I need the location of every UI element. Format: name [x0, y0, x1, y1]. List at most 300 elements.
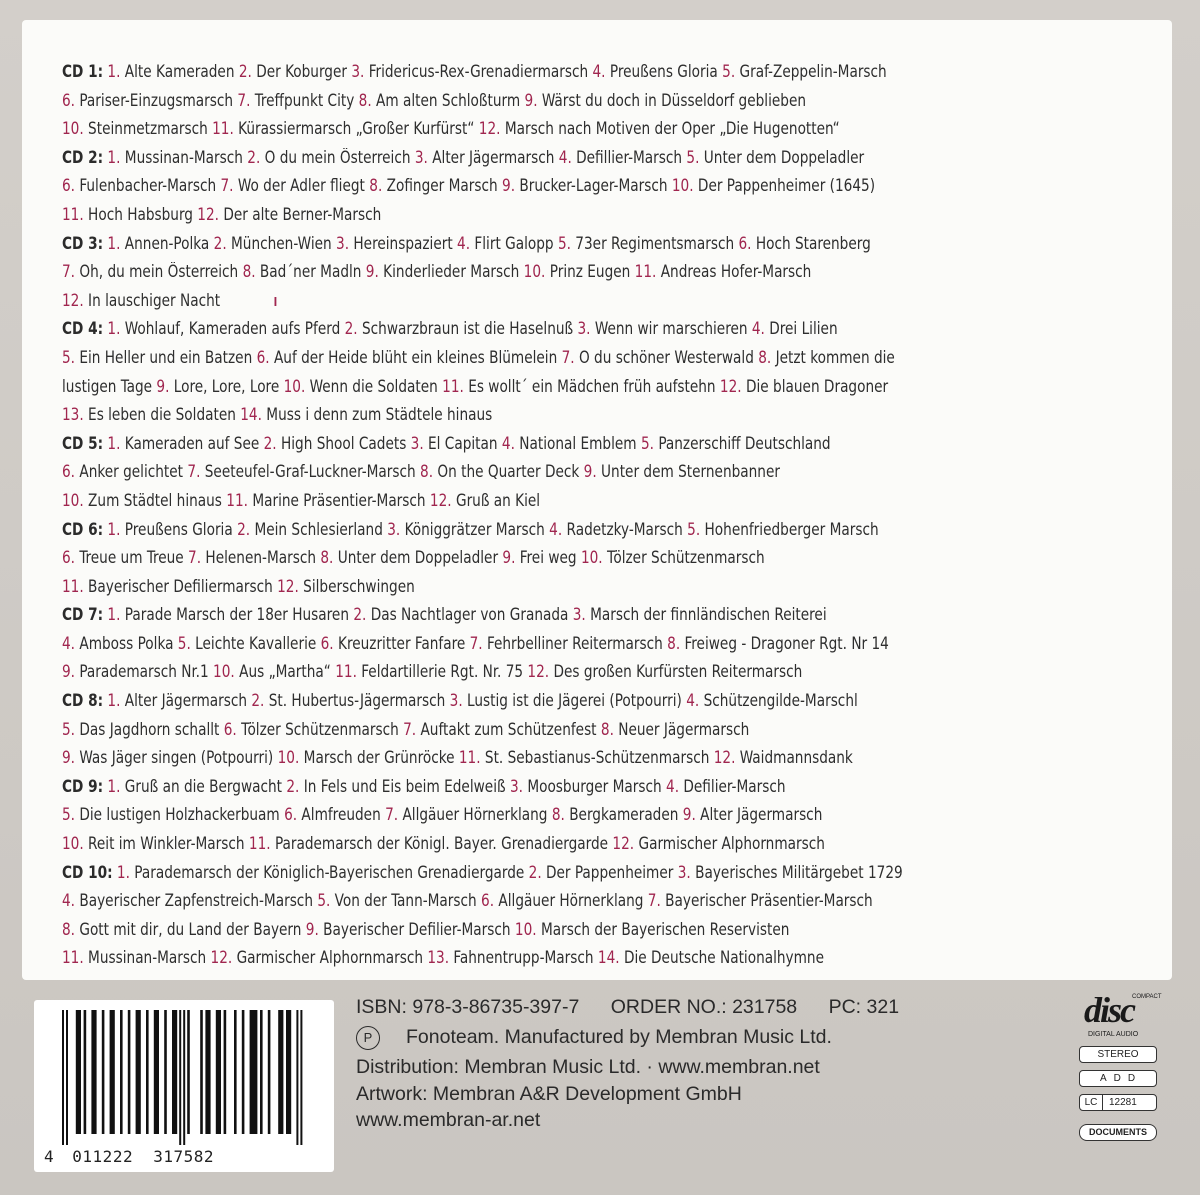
- track-number: 12.: [210, 948, 233, 968]
- barcode-bar: [164, 1010, 167, 1134]
- tracklist-line: [62, 859, 1092, 888]
- track-title: Parade Marsch der 18er Husaren: [124, 605, 349, 625]
- track-title: Alter Jägermarsch: [432, 147, 555, 167]
- tracklist-line: [62, 230, 1092, 259]
- tracklist-line: [62, 658, 1092, 687]
- track-number: 12.: [277, 576, 299, 596]
- track-number: 3.: [336, 233, 350, 253]
- track-number: 8.: [600, 719, 614, 739]
- track-title: Preußens Gloria: [124, 519, 233, 539]
- track-title: Waidmannsdank: [739, 748, 853, 768]
- add-badge: ADD: [1079, 1070, 1157, 1087]
- track-number: 7.: [220, 176, 234, 196]
- barcode-bar: [66, 1010, 68, 1145]
- track-title: Kreuzritter Fanfare: [337, 633, 466, 653]
- track-number: 9.: [502, 548, 516, 568]
- track-number: 13.: [427, 948, 450, 968]
- producer-text: Fonoteam. Manufactured by Membran Music Ltd.: [406, 1026, 832, 1048]
- track-title: St. Sebastianus-Schützenmarsch: [484, 748, 710, 768]
- track-number: 12.: [62, 290, 84, 310]
- barcode-bar: [200, 1010, 203, 1134]
- disc-logo-compact: COMPACT: [1132, 994, 1162, 1000]
- track-number: 5.: [62, 347, 76, 367]
- track-title: Marsch der Bayerischen Reservisten: [540, 919, 790, 939]
- track-number: 2.: [263, 433, 277, 453]
- track-title: Die blauen Dragoner: [745, 376, 889, 396]
- track-number: 5.: [687, 519, 701, 539]
- track-number: 1.: [107, 147, 121, 167]
- track-title: Muss i denn zum Städtele hinaus: [266, 405, 493, 425]
- track-title: Wohlauf, Kameraden aufs Pferd: [124, 319, 341, 339]
- track-number: 8.: [420, 462, 434, 482]
- cd-label: CD 1:: [62, 62, 104, 81]
- track-number: 5.: [640, 433, 654, 453]
- track-title: Schützengilde-Marschl: [703, 691, 858, 711]
- track-number: 1.: [107, 776, 121, 796]
- track-title: Defilier-Marsch: [683, 776, 786, 796]
- artwork-row: Artwork: Membran A&R Development GmbH: [356, 1083, 742, 1105]
- track-number: 1.: [107, 519, 121, 539]
- track-number: 13.: [62, 405, 84, 425]
- track-number: 2.: [251, 691, 265, 711]
- barcode-bars: [56, 1010, 314, 1145]
- track-title: Jetzt kommen die: [775, 347, 895, 367]
- track-number: 3.: [410, 433, 424, 453]
- track-title: O du schöner Westerwald: [578, 347, 754, 367]
- track-title: Zum Städtel hinaus: [88, 490, 222, 510]
- tracklist-line: [62, 115, 1092, 144]
- track-number: 4.: [751, 319, 765, 339]
- track-number: 2.: [237, 519, 251, 539]
- track-number: 6.: [320, 633, 334, 653]
- track-title: Marsch nach Motiven der Oper „Die Hugenotten“: [504, 119, 840, 139]
- track-title: Allgäuer Hörnerklang: [402, 805, 548, 825]
- track-number: 11.: [634, 262, 657, 282]
- track-number: 3.: [577, 319, 591, 339]
- barcode-bar: [102, 1010, 105, 1134]
- track-title: Parademarsch Nr.1: [79, 662, 209, 682]
- track-number: 9.: [305, 919, 319, 939]
- track-title: Feldartillerie Rgt. Nr. 75: [361, 662, 524, 682]
- barcode-bar: [260, 1010, 263, 1134]
- cd-label: CD 4:: [62, 319, 104, 339]
- track-title: Es leben die Soldaten: [88, 405, 236, 425]
- track-title: Gott mit dir, du Land der Bayern: [79, 919, 302, 939]
- track-number: 9.: [62, 748, 76, 768]
- track-number: 3.: [387, 519, 401, 539]
- track-title: Almfreuden: [301, 805, 381, 825]
- track-title: National Emblem: [519, 433, 637, 453]
- track-number: 2.: [238, 62, 252, 81]
- tracklist-line: [62, 258, 1092, 287]
- tracklist-line: [62, 601, 1092, 630]
- track-title: Tölzer Schützenmarsch: [241, 719, 399, 739]
- tracklist-line: [62, 773, 1092, 802]
- track-title: München-Wien: [231, 233, 332, 253]
- track-number: 8.: [758, 347, 772, 367]
- track-title: Pariser-Einzugsmarsch: [79, 90, 234, 110]
- track-number: 4.: [62, 891, 76, 911]
- price-code: PC: 321: [828, 996, 900, 1018]
- track-title: 73er Regimentsmarsch: [575, 233, 735, 253]
- track-title: Prinz Eugen: [549, 262, 631, 282]
- tracklist-line: [62, 287, 1092, 316]
- track-title: Die lustigen Holzhackerbuam: [79, 805, 280, 825]
- track-number: 3.: [449, 691, 463, 711]
- track-number: 6.: [223, 719, 237, 739]
- barcode-bar: [296, 1010, 298, 1145]
- track-title: Hohenfriedberger Marsch: [704, 519, 879, 539]
- track-title: Das Nachtlager von Granada: [370, 605, 569, 625]
- track-number: 9.: [62, 662, 76, 682]
- track-title: Wärst du doch in Düsseldorf geblieben: [541, 90, 807, 110]
- track-number: 4.: [501, 433, 515, 453]
- track-title: Garmischer Alphornmarsch: [638, 834, 825, 854]
- track-title: On the Quarter Deck: [437, 462, 580, 482]
- track-title: Freiweg - Dragoner Rgt. Nr 14: [684, 633, 889, 653]
- track-title: Drei Lilien: [769, 319, 838, 339]
- track-title: Graf-Zeppelin-Marsch: [739, 62, 887, 81]
- barcode-bar: [300, 1010, 302, 1145]
- track-title: Tölzer Schützenmarsch: [606, 548, 765, 568]
- cd-label: CD 10:: [62, 862, 113, 882]
- tracklist-line: [62, 487, 1092, 516]
- track-title: O du mein Österreich: [264, 147, 411, 167]
- cd-label: CD 9:: [62, 776, 104, 796]
- track-title: Garmischer Alphornmarsch: [236, 948, 424, 968]
- order-number: ORDER NO.: 231758: [610, 996, 798, 1018]
- track-title: Die Deutsche Nationalhymne: [623, 948, 825, 968]
- track-title: Ein Heller und ein Batzen: [79, 347, 253, 367]
- track-title: Silberschwingen: [303, 576, 415, 596]
- track-number: 4.: [457, 233, 471, 253]
- track-number: 2.: [353, 605, 367, 625]
- track-title: Flirt Galopp: [474, 233, 554, 253]
- track-number: 6.: [62, 176, 76, 196]
- catalog-row: [356, 992, 1056, 1022]
- track-title: Aus „Martha“: [239, 662, 331, 682]
- track-title: Parademarsch der Königlich-Bayerischen Grenadiergarde: [134, 862, 525, 882]
- track-number: 12.: [612, 834, 635, 854]
- compact-disc-logo-icon: [1084, 992, 1164, 1046]
- track-number: 10.: [671, 176, 694, 196]
- track-number: 2.: [247, 147, 261, 167]
- track-title: Marine Präsentier-Marsch: [252, 490, 426, 510]
- label-code-badge: [1079, 1094, 1157, 1111]
- track-number: 6.: [481, 891, 495, 911]
- tracklist-line: [62, 201, 1092, 230]
- track-title: Preußens Gloria: [609, 62, 718, 81]
- track-title: Annen-Polka: [124, 233, 210, 253]
- track-number: 3.: [414, 147, 428, 167]
- track-title: Bayerischer Defilier-Marsch: [323, 919, 511, 939]
- tracklist-line: [62, 344, 1092, 373]
- track-number: 6.: [256, 347, 270, 367]
- track-number: 6.: [62, 90, 76, 110]
- barcode: [34, 1000, 334, 1172]
- track-number: 7.: [469, 633, 483, 653]
- barcode-bar: [278, 1010, 283, 1134]
- track-number: 2.: [344, 319, 358, 339]
- track-number: 5.: [686, 147, 700, 167]
- track-number: 8.: [358, 90, 372, 110]
- track-number: 11.: [62, 576, 84, 596]
- track-number: 12.: [719, 376, 742, 396]
- track-number: 11.: [458, 748, 481, 768]
- track-number: 10.: [283, 376, 306, 396]
- tracklist-line: [62, 916, 1092, 945]
- track-number: 10.: [523, 262, 546, 282]
- track-title: Mein Schlesierland: [254, 519, 383, 539]
- track-number: 1.: [107, 433, 121, 453]
- track-title: Lore, Lore, Lore: [173, 376, 280, 396]
- track-number: 5.: [557, 233, 571, 253]
- track-number: 10.: [514, 919, 537, 939]
- track-number: 9.: [682, 805, 696, 825]
- track-number: 5.: [62, 719, 76, 739]
- track-title: Der Pappenheimer (1645): [697, 176, 876, 196]
- track-number: 2.: [528, 862, 542, 882]
- track-number: 8.: [369, 176, 383, 196]
- track-title: Amboss Polka: [79, 633, 174, 653]
- track-number: 1.: [116, 862, 130, 882]
- track-title: Treue um Treue: [79, 548, 184, 568]
- track-number: 4.: [62, 633, 76, 653]
- track-number: 7.: [237, 90, 251, 110]
- cd-label: CD 5:: [62, 433, 104, 453]
- track-title: Anker gelichtet: [79, 462, 184, 482]
- track-title: Es wollt´ ein Mädchen früh aufstehn: [468, 376, 716, 396]
- tracklist-panel: [22, 20, 1172, 980]
- track-title: In Fels und Eis beim Edelweiß: [303, 776, 506, 796]
- track-number: 8.: [62, 919, 76, 939]
- track-title: lustigen Tage: [62, 376, 153, 396]
- tracklist-line: [62, 744, 1092, 773]
- website-row: www.membran-ar.net: [356, 1109, 541, 1131]
- track-number: 9.: [502, 176, 516, 196]
- tracklist-line: [62, 830, 1092, 859]
- tracklist-line: [62, 944, 1092, 973]
- track-number: 5.: [62, 805, 76, 825]
- barcode-bar: [146, 1010, 149, 1134]
- barcode-bar: [286, 1010, 291, 1134]
- track-number: 1.: [107, 605, 121, 625]
- track-title: Hoch Starenberg: [755, 233, 871, 253]
- track-number: 5.: [317, 891, 331, 911]
- track-number: 10.: [62, 490, 84, 510]
- track-title: Oh, du mein Österreich: [79, 262, 239, 282]
- tracklist-line: [62, 573, 1092, 602]
- track-title: Defillier-Marsch: [576, 147, 683, 167]
- track-title: Bayerisches Militärgebet 1729: [695, 862, 903, 882]
- track-title: Andreas Hofer-Marsch: [660, 262, 812, 282]
- disc-logo-word: disc: [1084, 992, 1134, 1030]
- track-number: 1.: [107, 691, 121, 711]
- track-number: 7.: [561, 347, 575, 367]
- track-number: 7.: [385, 805, 399, 825]
- track-title: In lauschiger Nacht: [88, 290, 221, 310]
- barcode-bar: [110, 1010, 115, 1134]
- tracklist-line: [62, 516, 1092, 545]
- track-number: 12.: [478, 119, 501, 139]
- track-number: 6.: [738, 233, 752, 253]
- disc-logo-digital-audio: DIGITAL AUDIO: [1088, 1031, 1139, 1038]
- track-title: Neuer Jägermarsch: [618, 719, 750, 739]
- stereo-badge: STEREO: [1079, 1046, 1157, 1063]
- track-title: Bayerischer Defiliermarsch: [88, 576, 273, 596]
- track-title: Alter Jägermarsch: [700, 805, 823, 825]
- track-number: 2.: [213, 233, 227, 253]
- track-title: Auf der Heide blüht ein kleines Blümelein: [273, 347, 558, 367]
- track-title: Seeteufel-Graf-Luckner-Marsch: [204, 462, 416, 482]
- track-number: 10.: [62, 119, 84, 139]
- barcode-bar: [268, 1010, 271, 1134]
- track-title: High Shool Cadets: [280, 433, 407, 453]
- barcode-group-2: 317582: [153, 1147, 215, 1166]
- track-title: Wenn wir marschieren: [594, 319, 748, 339]
- track-number: 8.: [320, 548, 334, 568]
- track-title: Fridericus-Rex-Grenadiermarsch: [368, 62, 589, 81]
- barcode-bar: [179, 1010, 181, 1145]
- track-title: Helenen-Marsch: [205, 548, 317, 568]
- track-number: 1.: [107, 62, 121, 81]
- distribution-row: Distribution: Membran Music Ltd. · www.membran.net: [356, 1056, 820, 1078]
- track-title: Unter dem Doppeladler: [337, 548, 499, 568]
- label-code-value: 12281: [1109, 1097, 1137, 1108]
- barcode-bar: [224, 1010, 227, 1134]
- track-number: 11.: [212, 119, 234, 139]
- track-number: 9.: [365, 262, 379, 282]
- cd-label: CD 2:: [62, 147, 104, 167]
- track-title: Der alte Berner-Marsch: [223, 204, 382, 224]
- track-title: Moosburger Marsch: [527, 776, 662, 796]
- track-title: Kinderlieder Marsch: [383, 262, 520, 282]
- track-number: 12.: [197, 204, 220, 224]
- tracklist-line: [62, 887, 1092, 916]
- track-number: 9.: [156, 376, 170, 396]
- track-title: Das Jagdhorn schallt: [79, 719, 220, 739]
- track-number: 12.: [713, 748, 736, 768]
- track-title: Parademarsch der Königl. Bayer. Grenadiergarde: [274, 834, 609, 854]
- track-number: 12.: [527, 662, 550, 682]
- track-title: Fahnentrupp-Marsch: [453, 948, 594, 968]
- track-number: 2.: [286, 776, 300, 796]
- track-title: Der Pappenheimer: [546, 862, 674, 882]
- tracklist-line: [62, 458, 1092, 487]
- track-number: 10.: [213, 662, 235, 682]
- track-number: 5.: [177, 633, 191, 653]
- track-title: Bad´ner Madln: [259, 262, 362, 282]
- track-title: Mussinan-Marsch: [88, 948, 207, 968]
- barcode-bar: [62, 1010, 64, 1145]
- barcode-bar: [120, 1010, 123, 1134]
- track-title: Alter Jägermarsch: [124, 691, 248, 711]
- tracklist-line: [62, 58, 1092, 87]
- barcode-bar: [172, 1010, 177, 1134]
- tracklist-line: [62, 373, 1092, 402]
- producer-row: [356, 1022, 1056, 1052]
- publishing-info: [356, 992, 1056, 1134]
- barcode-bar: [234, 1010, 237, 1134]
- track-title: Gruß an Kiel: [455, 490, 541, 510]
- track-title: Was Jäger singen (Potpourri): [79, 748, 274, 768]
- barcode-group-1: 011222: [72, 1147, 134, 1166]
- track-title: Gruß an die Bergwacht: [124, 776, 283, 796]
- barcode-bar: [250, 1010, 258, 1134]
- track-title: Alte Kameraden: [124, 62, 235, 81]
- track-title: Hoch Habsburg: [88, 204, 193, 224]
- track-title: Fulenbacher-Marsch: [79, 176, 217, 196]
- track-title: Zofinger Marsch: [386, 176, 498, 196]
- track-title: Wo der Adler fliegt: [237, 176, 365, 196]
- isbn: ISBN: 978-3-86735-397-7: [356, 996, 580, 1018]
- track-title: Steinmetzmarsch: [88, 119, 208, 139]
- documents-logo: DOCUMENTS: [1079, 1124, 1157, 1141]
- track-number: 8.: [667, 633, 681, 653]
- barcode-bar: [136, 1010, 141, 1134]
- track-title: Mussinan-Marsch: [124, 147, 243, 167]
- track-number: 3.: [677, 862, 691, 882]
- track-number: 14.: [597, 948, 620, 968]
- barcode-bar: [183, 1010, 185, 1145]
- track-number: 9.: [583, 462, 597, 482]
- track-number: 11.: [248, 834, 271, 854]
- cd-label: CD 6:: [62, 519, 104, 539]
- track-title: Bayerischer Zapfenstreich-Marsch: [79, 891, 313, 911]
- track-number: 10.: [580, 548, 603, 568]
- track-number: 7.: [62, 262, 76, 282]
- track-number: 7.: [647, 891, 661, 911]
- track-number: 11.: [62, 948, 84, 968]
- tracklist-line: [62, 630, 1092, 659]
- track-number: 14.: [240, 405, 262, 425]
- track-title: Wenn die Soldaten: [309, 376, 438, 396]
- tracklist-line: [62, 315, 1092, 344]
- track-title: Bayerischer Präsentier-Marsch: [665, 891, 873, 911]
- stray-mark: [274, 297, 276, 306]
- track-title: Treffpunkt City: [254, 90, 355, 110]
- tracklist-line: [62, 801, 1092, 830]
- track-title: Auftakt zum Schützenfest: [420, 719, 597, 739]
- tracklist-line: [62, 544, 1092, 573]
- track-number: 7.: [187, 462, 201, 482]
- track-number: 8.: [551, 805, 565, 825]
- track-number: 4.: [666, 776, 680, 796]
- tracklist-line: [62, 687, 1092, 716]
- track-number: 11.: [62, 204, 84, 224]
- track-title: Lustig ist die Jägerei (Potpourri): [467, 691, 682, 711]
- track-title: Frei weg: [519, 548, 577, 568]
- track-title: Kameraden auf See: [124, 433, 260, 453]
- tracklist-line: [62, 401, 1092, 430]
- tracklist-line: [62, 430, 1092, 459]
- track-number: 11.: [335, 662, 357, 682]
- track-title: El Capitan: [428, 433, 498, 453]
- barcode-digits: [44, 1147, 214, 1166]
- barcode-bar: [242, 1010, 245, 1134]
- barcode-first-digit: 4: [44, 1147, 55, 1166]
- track-number: 6.: [284, 805, 298, 825]
- track-number: 1.: [107, 233, 121, 253]
- track-title: Reit im Winkler-Marsch: [88, 834, 245, 854]
- track-number: 6.: [62, 548, 76, 568]
- track-number: 4.: [592, 62, 606, 81]
- track-title: Brucker-Lager-Marsch: [519, 176, 668, 196]
- track-title: Fehrbelliner Reitermarsch: [486, 633, 663, 653]
- track-title: Leichte Kavallerie: [195, 633, 317, 653]
- track-title: Panzerschiff Deutschland: [658, 433, 831, 453]
- tracklist-line: [62, 716, 1092, 745]
